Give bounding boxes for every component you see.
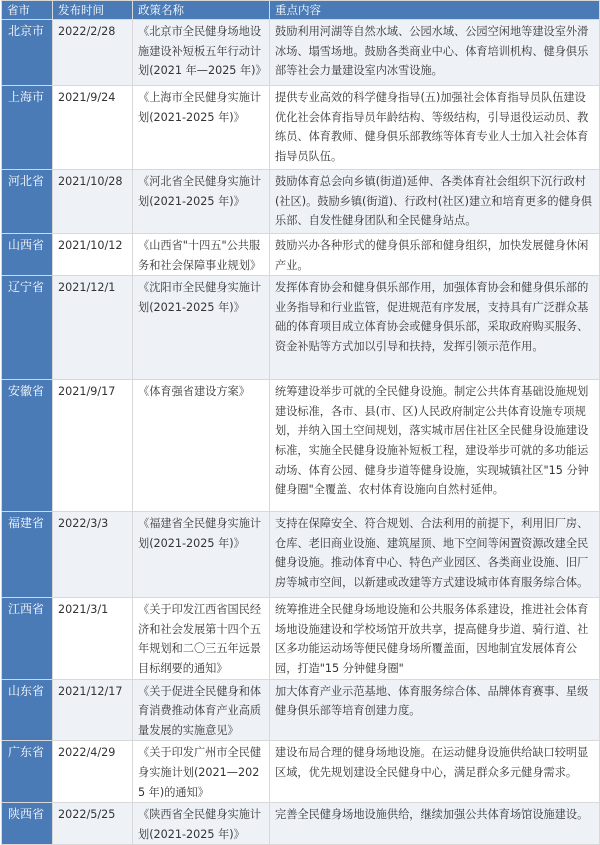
province-cell: 山东省 xyxy=(2,679,53,741)
date-cell: 2021/10/28 xyxy=(53,170,133,234)
key-content-cell: 支持在保障安全、符合规划、合法利用的前提下，利用旧厂房、仓库、老旧商业设施、建筑屋顶、地下空间等闲置资源改建全民健身设施。推动体育中心、特色产业园区、各类商业设施、旧厂房等城市空间，以新建或改建等方式建设城市体育服务综合体。 xyxy=(270,512,600,598)
policy-name-cell: 《体育强省建设方案》 xyxy=(133,380,270,512)
table-row xyxy=(2,380,600,512)
key-content-cell: 完善全民健身场地设施供给，继续加强公共体育场馆设施建设。 xyxy=(270,803,600,845)
key-content-cell: 鼓励利用河湖等自然水域、公园水域、公园空闲地等建设室外滑冰场、塌雪场地。鼓励各类商业中心、体育培训机构、健身俱乐部等社会力量建设室内冰雪设施。 xyxy=(270,20,600,86)
key-content-cell: 加大体育产业示范基地、体育服务综合体、品牌体育赛事、星级健身俱乐部等培育创建力度。 xyxy=(270,679,600,741)
date-cell: 2021/12/1 xyxy=(53,276,133,380)
table-row xyxy=(2,276,600,380)
province-cell: 福建省 xyxy=(2,512,53,598)
date-cell: 2022/3/3 xyxy=(53,512,133,598)
date-cell: 2022/4/29 xyxy=(53,741,133,803)
date-cell: 2021/10/12 xyxy=(53,234,133,276)
key-content-cell: 发挥体育协会和健身俱乐部作用，加强体育协会和健身俱乐部的业务指导和行业监管，促进规范有序发展，支持具有广泛群众基础的体育项目成立体育协会或健身俱乐部，采取政府购买服务、资金补贴等方式加以引导和扶持，发挥引领示范作用。 xyxy=(270,276,600,380)
province-cell: 广东省 xyxy=(2,741,53,803)
policy-name-cell: 《河北省全民健身实施计划(2021-2025 年)》 xyxy=(133,170,270,234)
province-cell: 辽宁省 xyxy=(2,276,53,380)
policy-table xyxy=(1,0,600,845)
key-content-cell: 统筹推进全民健身场地设施和公共服务体系建设，推进社会体育场地设施建设和学校场馆开放共享，提高健身步道、骑行道、社区多功能运动场等便民健身场所覆盖面，因地制宜发展体育公园，打造"15 分钟健身圈" xyxy=(270,598,600,679)
table-row xyxy=(2,803,600,845)
table-row xyxy=(2,679,600,741)
policy-name-cell: 《关于印发江西省国民经济和社会发展第十四个五年规划和二〇三五年远景目标纲要的通知》 xyxy=(133,598,270,679)
table-header-row xyxy=(2,1,600,20)
date-cell: 2021/3/1 xyxy=(53,598,133,679)
key-content-cell: 鼓励体育总会向乡镇(街道)延伸、各类体育社会组织下沉行政村(社区)。鼓励乡镇(街道)、行政村(社区)建立和培育更多的健身俱乐部、自发性健身团队和全民健身站点。 xyxy=(270,170,600,234)
province-cell: 河北省 xyxy=(2,170,53,234)
header-province: 省市 xyxy=(2,1,53,20)
province-cell: 陕西省 xyxy=(2,803,53,845)
policy-name-cell: 《福建省全民健身实施计划(2021-2025 年)》 xyxy=(133,512,270,598)
province-cell: 安徽省 xyxy=(2,380,53,512)
table-row xyxy=(2,598,600,679)
date-cell: 2021/12/17 xyxy=(53,679,133,741)
header-date: 发布时间 xyxy=(53,1,133,20)
province-cell: 山西省 xyxy=(2,234,53,276)
policy-name-cell: 《关于印发广州市全民健身实施计划(2021—2025 年)的通知》 xyxy=(133,741,270,803)
key-content-cell: 建设布局合理的健身场地设施。在运动健身设施供给缺口较明显区域，优先规划建设全民健身中心，满足群众多元健身需求。 xyxy=(270,741,600,803)
policy-name-cell: 《陕西省全民健身实施计划(2021-2025 年)》 xyxy=(133,803,270,845)
policy-name-cell: 《山西省"十四五"公共服务和社会保障事业规划》 xyxy=(133,234,270,276)
province-cell: 上海市 xyxy=(2,86,53,170)
table-row xyxy=(2,170,600,234)
table-row xyxy=(2,86,600,170)
table-body xyxy=(2,20,600,845)
header-policy: 政策名称 xyxy=(133,1,270,20)
policy-name-cell: 《沈阳市全民健身实施计划(2021-2025 年)》 xyxy=(133,276,270,380)
table-row xyxy=(2,20,600,86)
province-cell: 江西省 xyxy=(2,598,53,679)
key-content-cell: 鼓励兴办各种形式的健身俱乐部和健身组织，加快发展健身休闲产业。 xyxy=(270,234,600,276)
province-cell: 北京市 xyxy=(2,20,53,86)
header-content: 重点内容 xyxy=(270,1,600,20)
date-cell: 2022/5/25 xyxy=(53,803,133,845)
key-content-cell: 统筹建设举步可就的全民健身设施。制定公共体育基础设施规划建设标准，各市、县(市、区)人民政府制定公共体育设施专项规划，并纳入国土空间规划，落实城市居住社区全民健身设施建设标准，实施全民健身设施补短板工程，建设举步可就的多功能运动场、体育公园、健身步道等健身设施，实现城镇社区"15 分钟健身圈"全覆盖、农村体育设施向自然村延伸。 xyxy=(270,380,600,512)
table-row xyxy=(2,741,600,803)
date-cell: 2022/2/28 xyxy=(53,20,133,86)
date-cell: 2021/9/24 xyxy=(53,86,133,170)
table-row xyxy=(2,234,600,276)
policy-name-cell: 《关于促进全民健身和体育消费推动体育产业高质量发展的实施意见》 xyxy=(133,679,270,741)
key-content-cell: 提供专业高效的科学健身指导(五)加强社会体育指导员队伍建设优化社会体育指导员年龄结构、等级结构，引导退役运动员、教练员、体育教师、健身俱乐部教练等体育专业人士加入社会体育指导员队伍。 xyxy=(270,86,600,170)
policy-name-cell: 《上海市全民健身实施计划(2021-2025 年)》 xyxy=(133,86,270,170)
policy-name-cell: 《北京市全民健身场地设施建设补短板五年行动计划(2021 年—2025 年)》 xyxy=(133,20,270,86)
table-row xyxy=(2,512,600,598)
date-cell: 2021/9/17 xyxy=(53,380,133,512)
